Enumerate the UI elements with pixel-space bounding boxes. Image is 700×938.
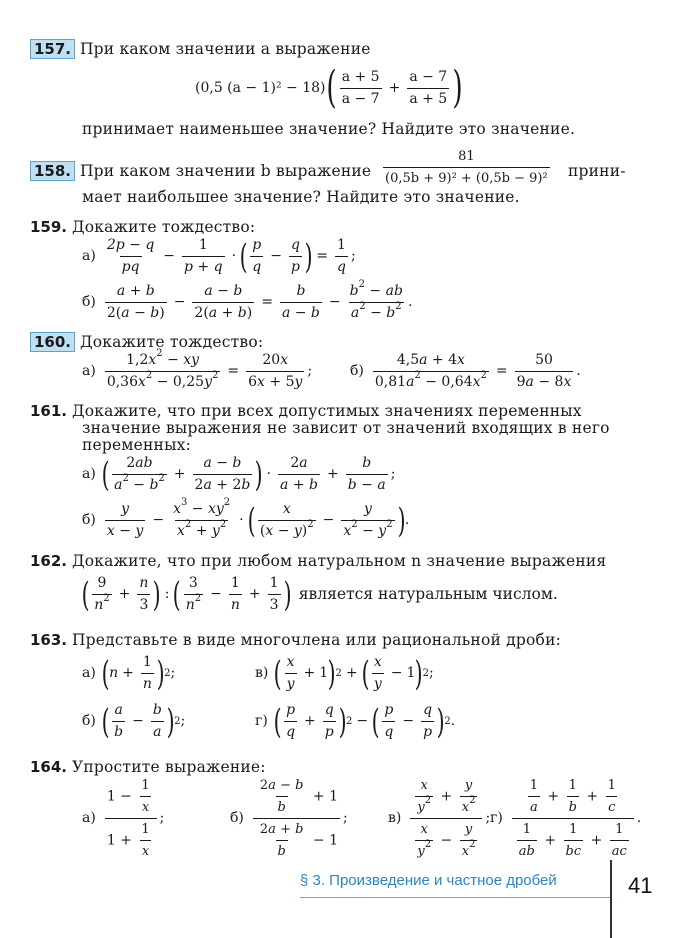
expression-159b: б) a + b 2(a − b) − $\frac{a - b}{2(a + b)}$ = $\frac{b}{a - b}$ − $\frac{b^2 - ab}{a^2 - b^2}$ . (82, 279, 413, 321)
expression-161a: а) ( 2ab $a^2 - b^2$ + $\frac{a - b}{2a + 2b}$ ) · 2a a + b + $\frac{b}{b - a}$ ; (82, 454, 396, 495)
expression-160b: б) $\frac{4,5a + 4x}{0,81a^2 - 0,64x^2}$ = $\frac{50}{9a - 8x}$ . (350, 352, 581, 390)
problem-text: Докажите тождество: (71, 218, 256, 236)
expression-159a: а) 2p − q pq − $\frac{1}{p + q}$ · ( p q − $\frac{q}{p}$ ) = $\frac{1}{q}$ ; (82, 236, 356, 277)
page-divider (610, 860, 612, 938)
problem-number: 157. (30, 39, 75, 59)
expression-163b: б) ( a b − $\frac{b}{a}$ ) 2 ; (82, 701, 186, 742)
problem-text: переменных: (82, 436, 191, 454)
problem-text: мает наибольшее значение? Найдите это значение. (82, 188, 520, 206)
problem-text: принимает наименьшее значение? Найдите это значение. (82, 120, 576, 138)
problem-number: 163. (30, 631, 68, 649)
problem-number: 164. (30, 758, 68, 776)
problem-number: 160. (30, 332, 75, 352)
problem-text: При каком значении a выражение (79, 40, 371, 58)
expression-164a: а) 1 − $\frac{1}{x}$ 1 + $\frac{1}{x}$ ; (82, 778, 165, 859)
expression-157: (0,5 (a − 1)² − 18) ( a + 5 a − 7 + $\frac{a - 7}{a + 5}$ ) (195, 62, 463, 113)
problem-text: Докажите, что при любом натуральном n значение выражения (71, 552, 607, 570)
expression-158: 81 (0,5b + 9)² + (0,5b − 9)² (385, 149, 548, 186)
problem-text: прини- (568, 162, 626, 180)
expression-161b: б) y x − y − $\frac{x^3 - xy^2}{x^2 + y^2}$ · ( x $(x - y)^2$ − $\frac{y}{x^2 - y^2}$ ) . (82, 497, 410, 541)
problem-text: Докажите, что при всех допустимых значениях переменных (71, 402, 582, 420)
page-number: 41 (628, 873, 653, 898)
problem-number: 159. (30, 218, 68, 236)
problem-text: значение выражения не зависит от значений входящих в него (82, 419, 610, 437)
expression-164v: в) $\frac{x}{y^2}$ + $\frac{y}{x^2}$ $\frac{x}{y^2}$ − $\frac{y}{x^2}$ ; (388, 778, 491, 859)
problem-text: Упростите выражение: (71, 758, 266, 776)
expression-163a: а) ( n + $\frac{1}{n}$ ) 2 ; (82, 653, 176, 694)
problem-text: Докажите тождество: (79, 333, 264, 351)
problem-text: При каком значении b выражение (79, 162, 372, 180)
problem-number: 162. (30, 552, 68, 570)
expression-163g: г) ( p q + $\frac{q}{p}$ ) 2 − ( p q − $\frac{q}{p}$ ) 2 . (255, 701, 456, 742)
section-title: § 3. Произведение и частное дробей (300, 872, 557, 889)
expression-160a: а) $\frac{1,2x^2 - xy}{0,36x^2 - 0,25y^2}$ = $\frac{20x}{6x + 5y}$ ; (82, 348, 313, 390)
expression-164b: б) $\frac{2a - b}{b}$ + 1 $\frac{2a + b}{b}$ − 1 ; (230, 778, 348, 859)
expression-162: ( 9 $n^2$ + $\frac{n}{3}$ ) : ( 3 $n^2$ − $\frac{1}{n}$ + $\frac{1}{3}$ ) является натуральным числом. (81, 574, 558, 615)
problem-text: является натуральным числом. (298, 585, 558, 603)
footer-divider (300, 897, 610, 898)
problem-number: 161. (30, 402, 68, 420)
expression-163v: в) ( x y + 1 ) 2 + ( x y − 1 ) 2 ; (255, 653, 434, 694)
problem-number: 158. (30, 161, 75, 181)
expression-164g: г) $\frac{1}{a}$ + $\frac{1}{b}$ + $\frac{1}{c}$ $\frac{1}{ab}$ + $\frac{1}{bc}$ + $\frac{1}{ac}$ . (490, 778, 642, 859)
problem-text: Представьте в виде многочлена или рациональной дроби: (71, 631, 562, 649)
